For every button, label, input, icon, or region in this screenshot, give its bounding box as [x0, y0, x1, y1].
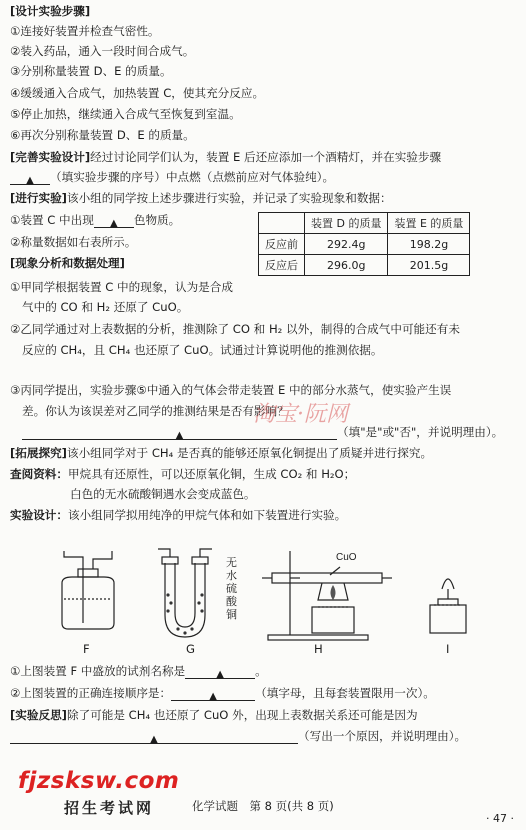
label-i: I: [446, 642, 450, 656]
question-f: [10, 664, 267, 679]
section-heading: [拓展探究]: [10, 446, 67, 460]
table-header-cell: 装置 D 的质量: [305, 213, 388, 234]
apparatus-f-bottle: [62, 551, 114, 629]
table-cell: 292.4g: [305, 234, 388, 255]
label-h: H: [314, 642, 323, 656]
label-f: F: [83, 642, 90, 656]
section-heading: 实验设计：: [10, 508, 68, 522]
section-heading: [现象分析和数据处理]: [10, 256, 125, 270]
answer-blank[interactable]: ▲: [10, 172, 50, 185]
extended-inquiry: [10, 446, 432, 461]
improve-design: [10, 150, 441, 165]
analysis-3-hint: （填"是"或"否"，并说明理由）。: [337, 425, 504, 439]
experiment-design-text: 该小组同学拟用纯净的甲烷气体和如下装置进行实验。: [67, 508, 347, 522]
observation-text: ①装置 C 中出现: [10, 213, 94, 227]
step-1: ①连接好装置并检查气密性。: [10, 24, 160, 38]
apparatus-g-utube: [158, 549, 212, 637]
do-experiment: [10, 191, 392, 206]
answer-blank[interactable]: ▲: [185, 666, 255, 679]
experiment-design: [10, 508, 346, 523]
table-cell: 反应后: [259, 255, 305, 276]
watermark-stamp: 淘宝·阮网: [253, 402, 348, 427]
page-number: · 47 ·: [486, 812, 514, 825]
do-experiment-text: 该小组的同学按上述步骤进行实验，并记录了实验现象和数据：: [66, 191, 392, 205]
label-g: G: [186, 642, 195, 656]
table-row: [259, 234, 470, 255]
section-heading: [实验反思]: [10, 708, 67, 722]
g-reagent-label: [226, 556, 237, 621]
improve-design-text-2: （填实验步骤的序号）中点燃（点燃前应对气体验纯）。: [50, 170, 335, 184]
mass-data-table: [258, 212, 470, 276]
extended-inquiry-text: 该小组同学对于 CH₄ 是否真的能够还原氧化铜提出了质疑并进行探究。: [66, 446, 433, 460]
step-6: ⑥再次分别称量装置 D、E 的质量。: [10, 128, 195, 142]
improve-design-text: 经过讨论同学们认为，装置 E 后还应添加一个酒精灯，并在实验步骤: [90, 150, 442, 164]
section-heading: 查阅资料：: [10, 467, 68, 481]
answer-blank[interactable]: ▲: [171, 688, 255, 701]
table-header-cell: [259, 213, 305, 234]
question-order-text: ②上图装置的正确连接顺序是：: [10, 686, 172, 700]
g-reagent-char: 无: [226, 556, 237, 569]
section-heading: [设计实验步骤]: [10, 4, 91, 18]
analysis-3-cont: 差。你认为该误差对乙同学的推测结果是否有影响？: [22, 404, 289, 418]
answer-blank[interactable]: ▲: [22, 427, 337, 440]
answer-blank[interactable]: ▲: [94, 215, 134, 228]
table-header-cell: 装置 E 的质量: [388, 213, 470, 234]
table-cell: 201.5g: [388, 255, 470, 276]
reflection-answer: [10, 729, 466, 744]
cuo-label: CuO: [336, 552, 357, 563]
g-reagent-char: 硫: [226, 582, 237, 595]
question-f-end: 。: [255, 664, 267, 678]
step-2: ②装入药品，通入一段时间合成气。: [10, 44, 195, 58]
table-row: [259, 255, 470, 276]
reference-info-text: 甲烷具有还原性，可以还原氧化铜，生成 CO₂ 和 H₂O；: [67, 467, 356, 481]
section-heading: [进行实验]: [10, 191, 67, 205]
observation-2: ②称量数据如右表所示。: [10, 235, 137, 249]
g-reagent-char: 酸: [226, 595, 237, 608]
section-heading: [完善实验设计]: [10, 150, 91, 164]
table-cell: 296.0g: [305, 255, 388, 276]
table-cell: 198.2g: [388, 234, 470, 255]
question-f-text: ①上图装置 F 中盛放的试剂名称是: [10, 664, 186, 678]
observation-1: [10, 213, 180, 228]
analysis-2: ②乙同学通过对上表数据的分析，推测除了 CO 和 H₂ 以外，制得的合成气中可能还有未: [10, 322, 460, 336]
table-header-row: [259, 213, 470, 234]
reflection-text: 除了可能是 CH₄ 也还原了 CuO 外，出现上表数据关系还可能是因为: [66, 708, 418, 722]
step-5: ⑤停止加热，继续通入合成气至恢复到室温。: [10, 107, 241, 121]
apparatus-i-lamp: [430, 579, 466, 633]
analysis-2-cont: 反应的 CH₄，且 CH₄ 也还原了 CuO。试通过计算说明他的推测依据。: [22, 343, 383, 357]
reference-info: [10, 467, 355, 482]
apparatus-g-granules: [166, 593, 203, 634]
step-4: ④缓缓通入合成气，加热装置 C，使其充分反应。: [10, 86, 265, 100]
site-logo: fjzsksw.com: [18, 768, 180, 794]
step-3: ③分别称量装置 D、E 的质量。: [10, 64, 172, 78]
apparatus-h-flame: [331, 585, 336, 600]
improve-design-cont: [10, 170, 334, 185]
question-order: [10, 686, 435, 701]
answer-blank[interactable]: ▲: [10, 731, 298, 744]
analysis-1: ①甲同学根据装置 C 中的现象，认为是合成: [10, 280, 233, 294]
question-order-hint: （填字母，且每套装置限用一次）。: [255, 686, 435, 700]
g-reagent-char: 铜: [226, 608, 237, 621]
reflection: [10, 708, 418, 723]
reference-info-cont: 白色的无水硫酸铜遇水会变成蓝色。: [70, 487, 256, 501]
table-cell: 反应前: [259, 234, 305, 255]
page-footer: 化学试题 第 8 页(共 8 页): [192, 799, 334, 813]
analysis-1-cont: 气中的 CO 和 H₂ 还原了 CuO。: [22, 300, 189, 314]
analysis-3: ③丙同学提出，实验步骤⑤中通入的气体会带走装置 E 中的部分水蒸气，使实验产生误: [10, 383, 452, 397]
g-reagent-char: 水: [226, 569, 237, 582]
reflection-hint: （写出一个原因，并说明理由）。: [298, 729, 467, 743]
section-design-steps: [10, 4, 90, 19]
observation-text-2: 色物质。: [133, 213, 181, 227]
apparatus-diagram: [0, 545, 526, 650]
apparatus-h-tube: [262, 551, 392, 640]
site-logo-cn: 招生考试网: [64, 799, 155, 817]
analysis-heading: [10, 256, 125, 271]
